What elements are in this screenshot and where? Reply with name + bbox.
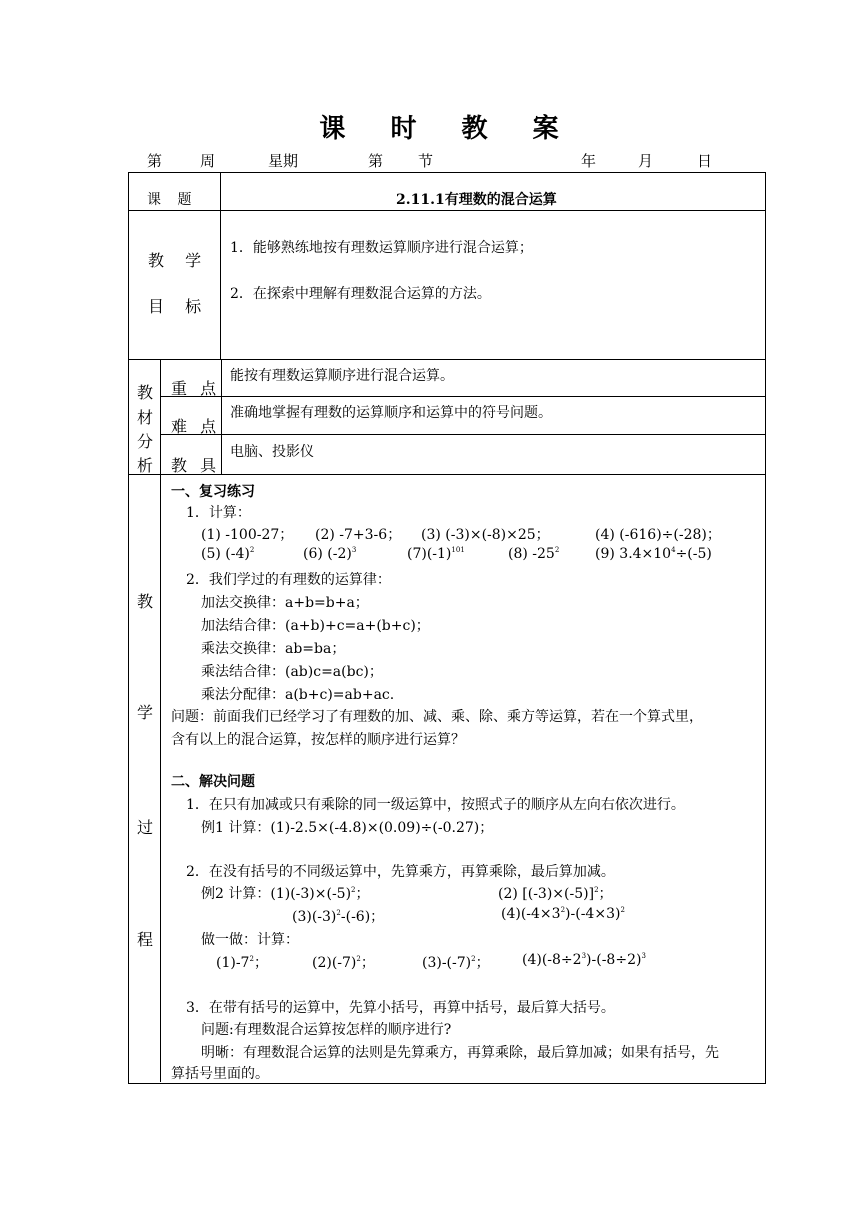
try-item: $(4)(-8\div 2^3)-(-8\div 2)^3$ — [522, 952, 646, 968]
objectives-label-bottom: 目 标 — [148, 297, 210, 316]
date-weekday: 星期 — [268, 152, 299, 170]
process-side-char: 程 — [137, 930, 154, 949]
analysis-side-char: 分 — [137, 432, 154, 451]
topic-value: 2.11.1有理数的混合运算 — [396, 192, 557, 208]
topic-label: 课 题 — [147, 192, 198, 208]
grid-line — [128, 210, 765, 211]
date-year: 年 — [581, 152, 597, 170]
calc-label: 1．计算： — [186, 505, 251, 521]
example-text: $(4)(-4\times 3^2)-(-4\times 3)^2$ — [501, 906, 625, 922]
exercise: (9) $3.4\times 10^4\div(-5)$ — [595, 546, 712, 562]
section-review-title: 一、复习练习 — [171, 484, 255, 500]
objective-item: 1．能够熟练地按有理数运算顺序进行混合运算； — [230, 240, 533, 256]
law-item: 加法结合律：(a+b)+c=a+(b+c)； — [201, 618, 430, 634]
law-item: 乘法交换律：ab=ba； — [201, 641, 346, 657]
difficulty-label: 难 点 — [171, 417, 221, 436]
answer-text: 明晰：有理数混合运算的法则是先算乘方，再算乘除，最后算加减；如果有括号，先 — [201, 1045, 719, 1061]
date-period-prefix: 第 — [368, 152, 384, 170]
rule-text: 3．在带有括号的运算中，先算小括号，再算中括号，最后算大括号。 — [186, 1000, 615, 1016]
try-item: $(1)-7^2$； — [216, 955, 268, 971]
section-solve-title: 二、解决问题 — [171, 774, 255, 790]
law-item: 乘法分配律：a(b+c)=ab+ac. — [201, 687, 395, 703]
key-point-label: 重 点 — [171, 379, 221, 398]
objectives-label-top: 教 学 — [148, 251, 210, 270]
grid-line — [128, 474, 765, 475]
laws-title: 2．我们学过的有理数的运算律： — [186, 572, 391, 588]
example-text: (2) $[(-3)\times(-5)]^2$； — [498, 886, 613, 902]
date-week-prefix: 第 — [147, 152, 163, 170]
process-side-char: 教 — [137, 592, 154, 611]
key-point-value: 能按有理数运算顺序进行混合运算。 — [230, 368, 454, 384]
example-text: 例1 计算：(1)-2.5×(-4.8)×(0.09)÷(-0.27)； — [201, 820, 494, 836]
difficulty-value: 准确地掌握有理数的运算顺序和运算中的符号问题。 — [230, 405, 552, 421]
rule-text: 2．在没有括号的不同级运算中，先算乘方，再算乘除，最后算加减。 — [186, 864, 615, 880]
grid-line — [128, 359, 765, 360]
exercise: (5) $(-4)^2$ — [201, 546, 255, 562]
teaching-aids-value: 电脑、投影仪 — [230, 444, 314, 460]
question-text: 问题:有理数混合运算按怎样的顺序进行? — [201, 1022, 452, 1038]
exercise: (8) $-25^2$ — [508, 546, 560, 562]
exercise: (2) -7+3-6； — [315, 527, 402, 543]
exercise: (3) (-3)×(-8)×25； — [421, 527, 550, 543]
process-side-char: 过 — [137, 818, 154, 837]
date-month: 月 — [638, 152, 654, 170]
example-text: $(3)(-3)^2-(-6)$； — [292, 909, 385, 925]
question-text: 含有以上的混合运算，按怎样的顺序进行运算？ — [171, 732, 465, 748]
example-text: 例2 计算：$(1)(-3)\times(-5)^2$； — [201, 886, 370, 902]
process-side-char: 学 — [137, 703, 154, 722]
answer-text: 算括号里面的。 — [171, 1066, 269, 1082]
grid-line — [160, 359, 161, 1082]
exercise: (6) $(-2)^3$ — [303, 546, 357, 562]
exercise: (4) (-616)÷(-28)； — [595, 527, 721, 543]
try-item: $(2)(-7)^2$； — [312, 955, 375, 971]
analysis-side-char: 材 — [137, 408, 154, 427]
grid-line — [160, 434, 765, 435]
rule-text: 1．在只有加减或只有乘除的同一级运算中，按照式子的顺序从左向右依次进行。 — [186, 797, 685, 813]
page-title: 课 时 教 案 — [319, 114, 577, 144]
try-item: $(3)-(-7)^2$； — [422, 955, 490, 971]
date-period-suffix: 节 — [418, 152, 434, 170]
date-day: 日 — [697, 152, 713, 170]
law-item: 乘法结合律：(ab)c=a(bc)； — [201, 664, 383, 680]
analysis-side-char: 析 — [137, 456, 154, 475]
try-title: 做一做：计算： — [201, 932, 299, 948]
exercise: $(7)(-1)^{101}$ — [407, 546, 465, 562]
grid-line — [221, 359, 222, 474]
exercise: (1) -100-27； — [201, 527, 294, 543]
analysis-side-char: 教 — [137, 383, 154, 402]
question-text: 问题：前面我们已经学习了有理数的加、减、乘、除、乘方等运算，若在一个算式里， — [171, 709, 703, 725]
law-item: 加法交换律：a+b=b+a； — [201, 595, 369, 611]
date-week-suffix: 周 — [200, 152, 216, 170]
teaching-aids-label: 教 具 — [171, 456, 221, 475]
grid-line — [160, 396, 765, 397]
objective-item: 2．在探索中理解有理数混合运算的方法。 — [230, 286, 491, 302]
grid-line — [220, 172, 221, 359]
